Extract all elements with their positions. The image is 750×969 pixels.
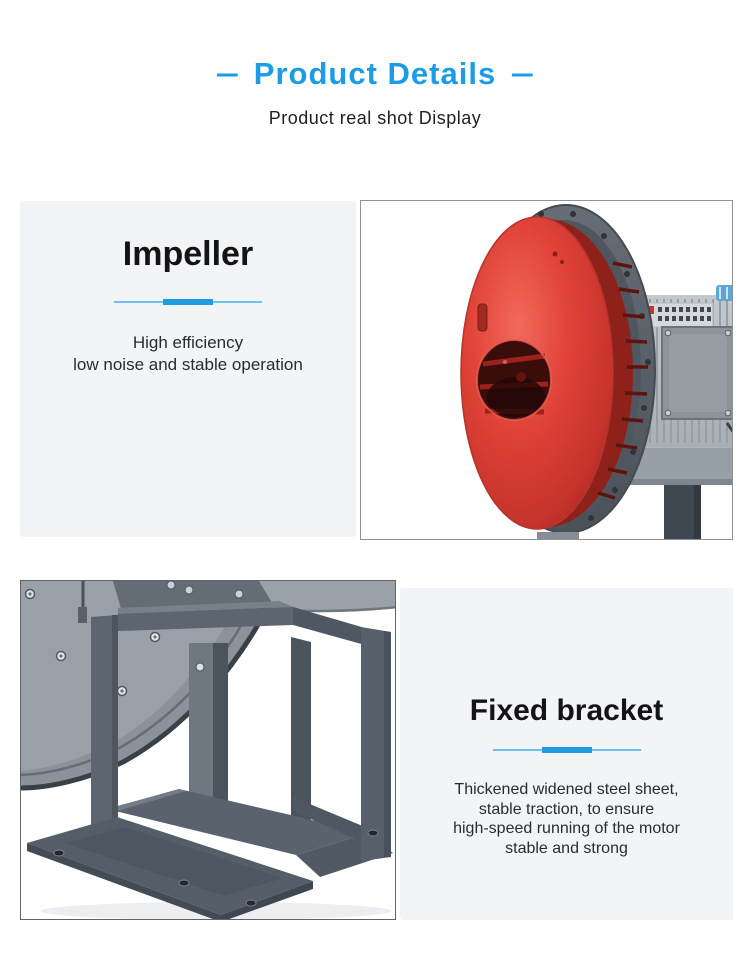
title-dash-left: –: [215, 57, 240, 90]
page-title: [0, 56, 750, 92]
bracket-desc-line: high-speed running of the motor: [453, 820, 680, 837]
page-header: [0, 0, 750, 129]
divider-thick-segment: [542, 747, 592, 753]
bracket-description: [453, 780, 680, 858]
bracket-photo-graphic: [21, 581, 396, 920]
impeller-photo-graphic: [361, 201, 733, 540]
page-title-text: Product Details: [253, 56, 497, 91]
impeller-desc-line: High efficiency: [132, 333, 244, 352]
impeller-divider: [114, 298, 262, 306]
bracket-desc-line: stable traction, to ensure: [478, 800, 655, 818]
impeller-heading: Impeller: [122, 235, 254, 273]
impeller-photo: [360, 200, 733, 540]
impeller-description: [73, 332, 303, 376]
bracket-heading: Fixed bracket: [469, 694, 664, 727]
divider-thick-segment: [163, 299, 213, 305]
page-subtitle: Product real shot Display: [268, 108, 482, 128]
bracket-desc-line: stable and strong: [505, 839, 628, 857]
impeller-desc-line: low noise and stable operation: [73, 355, 303, 374]
bracket-desc-line: Thickened widened steel sheet,: [454, 781, 679, 798]
bracket-photo: [20, 580, 396, 920]
bracket-text-panel: [400, 588, 733, 920]
bracket-divider: [493, 746, 641, 754]
impeller-text-panel: [20, 201, 356, 537]
title-dash-right: –: [510, 57, 535, 90]
